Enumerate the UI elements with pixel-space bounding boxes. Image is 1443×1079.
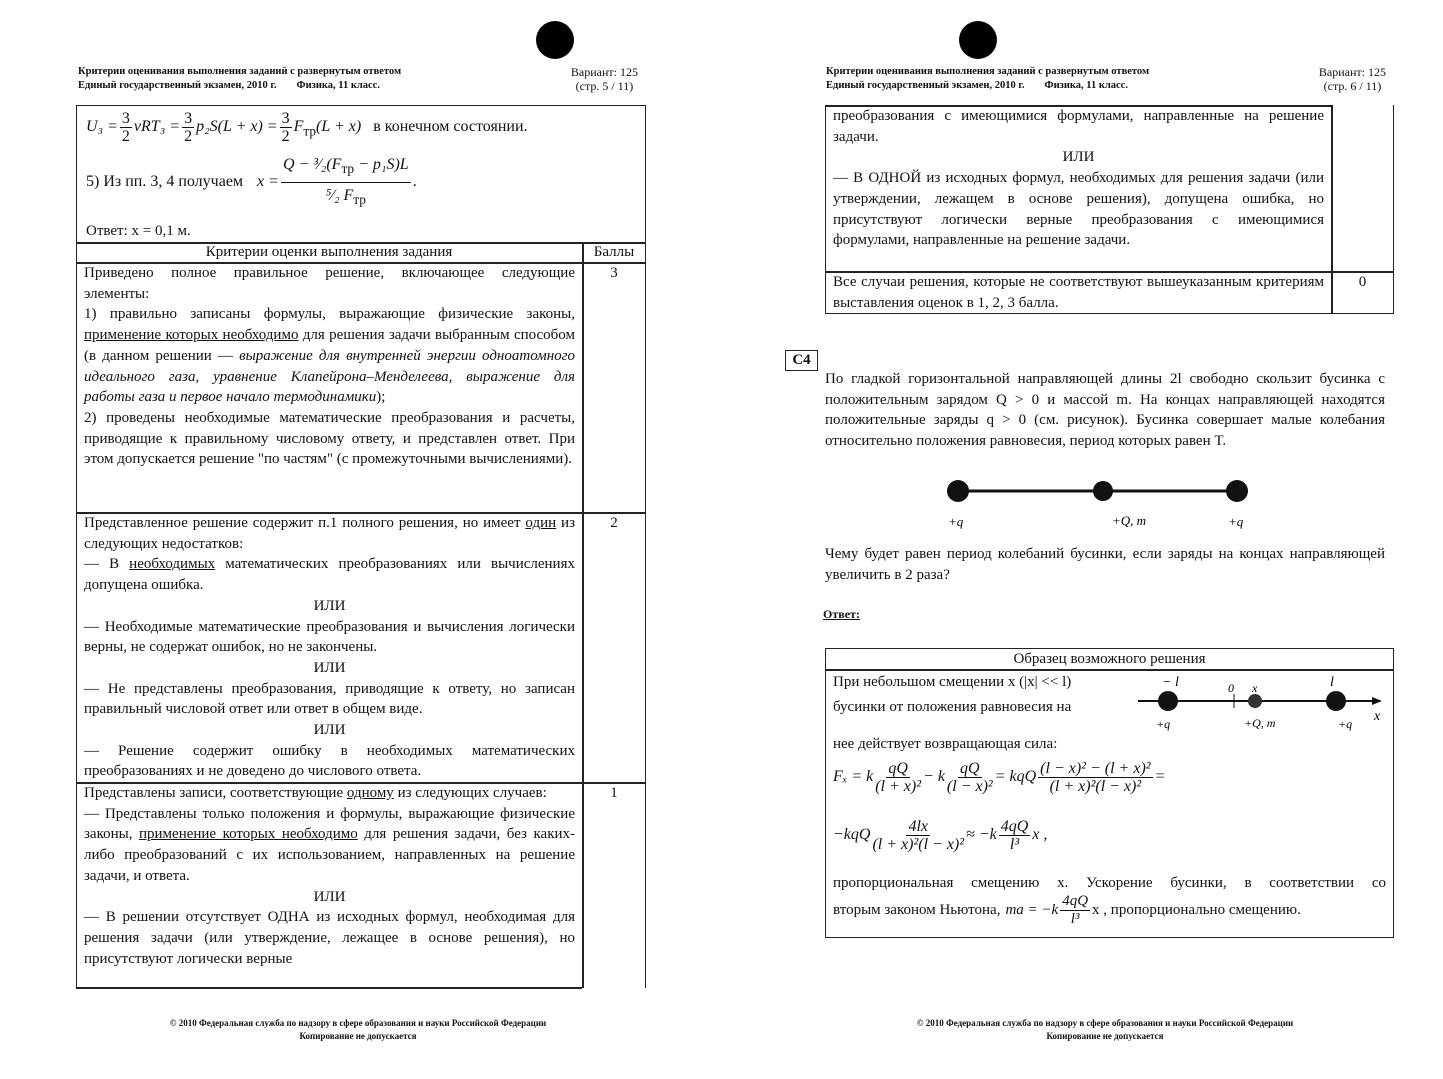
formula-text: x = bbox=[257, 173, 279, 191]
label-right-charge: +q bbox=[1228, 514, 1244, 529]
or: ИЛИ bbox=[313, 659, 346, 676]
den: 2 bbox=[184, 128, 193, 145]
p: — Необходимые математические преобразования и вычисления логически верны, не содержат ошибок, но не закончены. bbox=[84, 618, 575, 656]
t: один bbox=[525, 515, 557, 531]
force-approximation bbox=[833, 818, 1047, 853]
registration-mark bbox=[536, 21, 574, 59]
p bbox=[84, 513, 575, 554]
t: ≈ −k bbox=[966, 826, 997, 844]
or: ИЛИ bbox=[313, 597, 346, 614]
criteria-row-1 bbox=[77, 783, 582, 969]
solution-text-1: При небольшом смещении x (|x| << l) bbox=[833, 674, 1072, 690]
fraction bbox=[1038, 760, 1152, 795]
charge-right bbox=[1226, 480, 1248, 502]
p: — Решение содержит ошибку в необходимых математических преобразованиях и не доведено до числового ответа. bbox=[84, 742, 575, 780]
page-header bbox=[826, 65, 1386, 93]
label-x: x bbox=[1252, 681, 1258, 695]
label-left-charge: +q bbox=[1156, 717, 1171, 731]
t: вторым законом Ньютона, bbox=[833, 902, 1001, 919]
den: (l − x)² bbox=[946, 778, 993, 795]
t: для решения задачи выбранным способом (в данном решении — bbox=[84, 327, 575, 364]
problem-text: По гладкой горизонтальной направляющей длины 2l свободно скользит бусинка с положительным зарядом Q > 0 и массой m. На концах направляющей находятся положительные заряды q > 0 (см. рисунок). Бусинка совершает малые колебания относительно положения равновесия, период которых равен T. bbox=[825, 371, 1385, 450]
t: 1) правильно записаны формулы, выражающие физические законы, bbox=[84, 306, 575, 323]
num: 4qQ bbox=[1000, 818, 1029, 835]
label-right-charge: +q bbox=[1338, 717, 1353, 731]
solution-text-4: пропорциональная смещению x. Ускорение бусинки, в соответствии со bbox=[833, 875, 1386, 891]
fraction bbox=[872, 818, 964, 853]
fraction bbox=[999, 818, 1031, 853]
p bbox=[84, 783, 575, 804]
header-page: (стр. 5 / 11) bbox=[575, 79, 634, 93]
header-variant-block bbox=[571, 65, 638, 93]
t: ⁵⁄₂ F bbox=[325, 187, 354, 205]
num: qQ bbox=[960, 760, 980, 777]
t: x , bbox=[1032, 826, 1048, 844]
t: одному bbox=[346, 785, 394, 801]
footer-copyright: © 2010 Федеральная служба по надзору в сфере образования и науки Российской Федерации bbox=[169, 1018, 547, 1028]
num bbox=[281, 152, 411, 183]
t: −kqQ bbox=[833, 826, 871, 844]
or: ИЛИ bbox=[1062, 149, 1095, 166]
num: 3 bbox=[121, 110, 130, 127]
header-subject: Физика, 11 класс. bbox=[1044, 80, 1128, 91]
fraction bbox=[875, 760, 921, 795]
force-equation bbox=[833, 760, 1165, 795]
footer bbox=[825, 1017, 1385, 1043]
label-minus-l: − l bbox=[1162, 675, 1179, 690]
t: ma = −k bbox=[1005, 902, 1059, 919]
t: — Представлены только положения и формулы, выражающие физические законы, bbox=[84, 805, 575, 843]
header-title: Критерии оценивания выполнения заданий с развернутым ответом bbox=[826, 66, 1150, 77]
or: ИЛИ bbox=[313, 722, 346, 739]
t: из следующих случаев: bbox=[393, 785, 547, 801]
header-exam: Единый государственный экзамен, 2010 г. bbox=[826, 80, 1025, 91]
t: Fₓ = k bbox=[833, 768, 874, 786]
table-header-score: Баллы bbox=[593, 244, 635, 260]
fraction bbox=[120, 110, 132, 145]
num: qQ bbox=[888, 760, 908, 777]
score-0: 0 bbox=[1358, 274, 1367, 290]
t: − p₁S)L bbox=[354, 156, 409, 173]
den: (l + x)² bbox=[875, 778, 922, 795]
p bbox=[84, 554, 575, 595]
t: x , пропорционально смещению. bbox=[1092, 902, 1301, 919]
bead bbox=[1093, 481, 1113, 501]
t: Представлены записи, соответствующие bbox=[84, 785, 347, 801]
header-variant: Вариант: 125 bbox=[1318, 65, 1386, 79]
header-title: Критерии оценивания выполнения заданий с развернутым ответом bbox=[78, 66, 402, 77]
p: Приведено полное правильное решение, включающее следующие элементы: bbox=[84, 265, 575, 302]
header-variant-block bbox=[1319, 65, 1386, 93]
registration-mark bbox=[959, 21, 997, 59]
criteria-row-3 bbox=[77, 263, 582, 470]
t: применение которых необходимо bbox=[84, 327, 299, 344]
bead bbox=[1248, 694, 1262, 708]
charges-figure bbox=[930, 475, 1260, 535]
num: 3 bbox=[281, 110, 290, 127]
header-exam: Единый государственный экзамен, 2010 г. bbox=[78, 80, 277, 91]
solution-text-3: нее действует возвращающая сила: bbox=[833, 736, 1058, 752]
den bbox=[326, 183, 366, 213]
p: преобразования с имеющимися формулами, направленные на решение задачи. bbox=[833, 108, 1324, 145]
t: тр bbox=[353, 192, 366, 208]
task-label: С4 bbox=[785, 350, 818, 371]
axis-label: x bbox=[1374, 709, 1381, 724]
t: = bbox=[1154, 768, 1166, 786]
label-bead: +Q, m bbox=[1244, 716, 1276, 730]
t: Представленное решение содержит п.1 полного решения, но имеет bbox=[84, 515, 526, 531]
p: — В ОДНОЙ из исходных формул, необходимых для решения задачи (или утверждении, лежащем в основе решения), допущена ошибка, но присутствуют логически верные преобразования с имеющимися формулами, направленные на решение задачи. bbox=[833, 170, 1324, 249]
formula-text: p₂S(L + x) = bbox=[196, 118, 278, 136]
divider bbox=[582, 242, 584, 988]
subscript: тр bbox=[303, 123, 317, 139]
t: необходимых bbox=[129, 556, 216, 573]
axis-arrow bbox=[1372, 697, 1382, 705]
t: тр bbox=[341, 161, 355, 177]
charge-left bbox=[1158, 691, 1178, 711]
formula-internal-energy bbox=[86, 110, 528, 145]
formula-text: F bbox=[293, 118, 304, 136]
num: (l − x)² − (l + x)² bbox=[1040, 760, 1151, 777]
answer-label: Ответ: bbox=[823, 607, 860, 621]
fraction bbox=[182, 110, 194, 145]
charge-right bbox=[1326, 691, 1346, 711]
question-text: Чему будет равен период колебаний бусинки, если заряды на концах направляющей увеличить в 2 раза? bbox=[825, 546, 1385, 583]
den: l³ bbox=[1070, 911, 1080, 927]
num: 4lx bbox=[908, 818, 929, 835]
label-left-charge: +q bbox=[948, 514, 964, 529]
p bbox=[84, 304, 575, 408]
fraction bbox=[281, 152, 411, 213]
num: 3 bbox=[184, 110, 193, 127]
criteria-row-0: Все случаи решения, которые не соответствуют вышеуказанным критериям выставления оценок в 1, 2, 3 балла. bbox=[833, 274, 1324, 311]
table-header-criteria: Критерии оценки выполнения задания bbox=[205, 244, 453, 260]
formula-text: νRT₃ = bbox=[133, 118, 181, 136]
header-line2 bbox=[78, 79, 638, 93]
formula-x bbox=[86, 152, 417, 213]
fraction bbox=[1060, 893, 1090, 928]
formula-caption: в конечном состоянии. bbox=[373, 118, 528, 136]
label-zero: 0 bbox=[1228, 681, 1234, 695]
header-subject: Физика, 11 класс. bbox=[296, 80, 380, 91]
fraction bbox=[947, 760, 993, 795]
t: — В bbox=[84, 556, 130, 573]
t: Q − ³⁄₂(F bbox=[282, 156, 342, 173]
p: — Не представлены преобразования, приводящие к ответу, но записан правильный числовой ответ или ответ в общем виде. bbox=[84, 680, 575, 718]
footer-notice: Копирование не допускается bbox=[1046, 1031, 1164, 1041]
formula-label: 5) Из пп. 3, 4 получаем bbox=[86, 173, 244, 191]
footer bbox=[78, 1017, 638, 1043]
solution-text-2: бусинки от положения равновесия на bbox=[833, 699, 1072, 715]
header-variant: Вариант: 125 bbox=[570, 65, 638, 79]
t: применение которых необходимо bbox=[138, 826, 358, 843]
p bbox=[84, 804, 575, 887]
solution-text-5 bbox=[833, 893, 1301, 928]
t: для решения задачи, без каких-либо преобразований с их использованием, направленных на решение задачи, и ответа. bbox=[84, 826, 575, 884]
footer-notice: Копирование не допускается bbox=[299, 1031, 417, 1041]
den: (l + x)²(l − x)² bbox=[1049, 778, 1142, 795]
fraction bbox=[280, 110, 292, 145]
axis-figure bbox=[1130, 668, 1390, 736]
num: 4qQ bbox=[1062, 893, 1089, 909]
den: 2 bbox=[281, 128, 290, 145]
t: ); bbox=[376, 389, 386, 406]
p: 2) проведены необходимые математические преобразования и расчеты, приводящие к правильному числовому ответу, и представлен ответ. При этом допускается решение "по частям" (с промежуточными вычислениями). bbox=[84, 409, 575, 468]
p: — В решении отсутствует ОДНА из исходных формул, необходимая для решения задачи (или утверждение, лежащее в основе решения), но присутствуют логически верные bbox=[84, 909, 575, 967]
header-line2 bbox=[826, 79, 1386, 93]
label-bead: +Q, m bbox=[1112, 513, 1147, 528]
solution-title: Образец возможного решения bbox=[1013, 651, 1206, 667]
score-1: 1 bbox=[610, 785, 618, 801]
t: − k bbox=[923, 768, 945, 786]
criteria-row-1-cont bbox=[826, 106, 1331, 251]
score-2: 2 bbox=[610, 515, 618, 531]
formula-text: (L + x) bbox=[316, 118, 362, 136]
formula-text: U₃ = bbox=[86, 118, 118, 136]
t: . bbox=[412, 173, 417, 191]
label-l: l bbox=[1330, 675, 1334, 690]
or: ИЛИ bbox=[313, 888, 346, 905]
page-header bbox=[78, 65, 638, 93]
criteria-row-2 bbox=[77, 513, 582, 782]
den: 2 bbox=[121, 128, 130, 145]
t: математических преобразованиях или вычислениях допущена ошибка. bbox=[84, 556, 575, 594]
t: из следующих недостатков: bbox=[84, 515, 576, 552]
den: l³ bbox=[1009, 836, 1020, 853]
charge-left bbox=[947, 480, 969, 502]
header-page: (стр. 6 / 11) bbox=[1323, 79, 1382, 93]
answer-text: Ответ: x = 0,1 м. bbox=[86, 223, 191, 239]
divider bbox=[76, 987, 582, 989]
t: = kqQ bbox=[994, 768, 1037, 786]
den: (l + x)²(l − x)² bbox=[872, 836, 965, 853]
t: выражение для внутренней энергии одноатомного идеального газа, уравнение Клапейрона–Менделеева, выражение для работы газа и первое начало термодинамики bbox=[84, 347, 575, 406]
score-3: 3 bbox=[610, 265, 618, 281]
footer-copyright: © 2010 Федеральная служба по надзору в сфере образования и науки Российской Федерации bbox=[916, 1018, 1294, 1028]
